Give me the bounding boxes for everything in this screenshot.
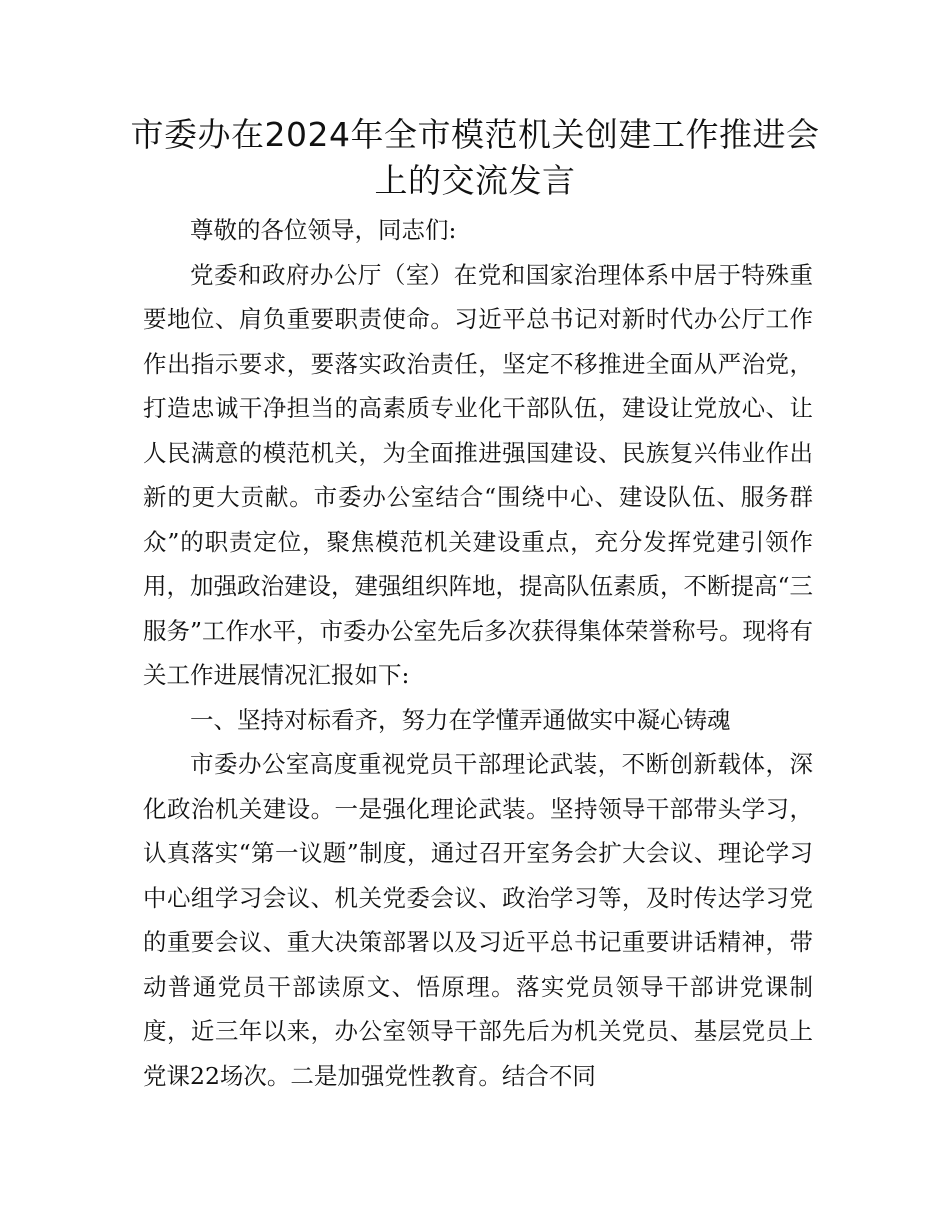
title-line-2: 上的交流发言 xyxy=(374,161,576,200)
document-title xyxy=(120,112,830,204)
document-body xyxy=(143,208,813,1098)
paragraph-section-1: 市委办公室高度重视党员干部理论武装，不断创新载体，深化政治机关建设。一是强化理论武装。坚持领导干部带头学习，认真落实“第一议题”制度，通过召开室务会扩大会议、理论学习中心组学习会议、机关党委会议、政治学习等，及时传达学习党的重要会议、重大决策部署以及习近平总书记重要讲话精神，带动普通党员干部读原文、悟原理。落实党员领导干部讲党课制度，近三年以来，办公室领导干部先后为机关党员、基层党员上党课22场次。二是加强党性教育。结合不同 xyxy=(143,750,813,1090)
paragraph-intro: 党委和政府办公厅（室）在党和国家治理体系中居于特殊重要地位、肩负重要职责使命。习近平总书记对新时代办公厅工作作出指示要求，要落实政治责任，坚定不移推进全面从严治党，打造忠诚干净担当的高素质专业化干部队伍，建设让党放心、让人民满意的模范机关，为全面推进强国建设、民族复兴伟业作出新的更大贡献。市委办公室结合“围绕中心、建设队伍、服务群众”的职责定位，聚焦模范机关建设重点，充分发挥党建引领作用，加强政治建设，建强组织阵地，提高队伍素质，不断提高“三服务”工作水平，市委办公室先后多次获得集体荣誉称号。现将有关工作进展情况汇报如下: xyxy=(143,260,814,689)
salutation: 尊敬的各位领导，同志们: xyxy=(190,216,457,244)
section-heading-1: 一、坚持对标看齐，努力在学懂弄通做实中凝心铸魂 xyxy=(190,705,731,734)
title-line-1: 市委办在2024年全市模范机关创建工作推进会 xyxy=(130,115,820,154)
